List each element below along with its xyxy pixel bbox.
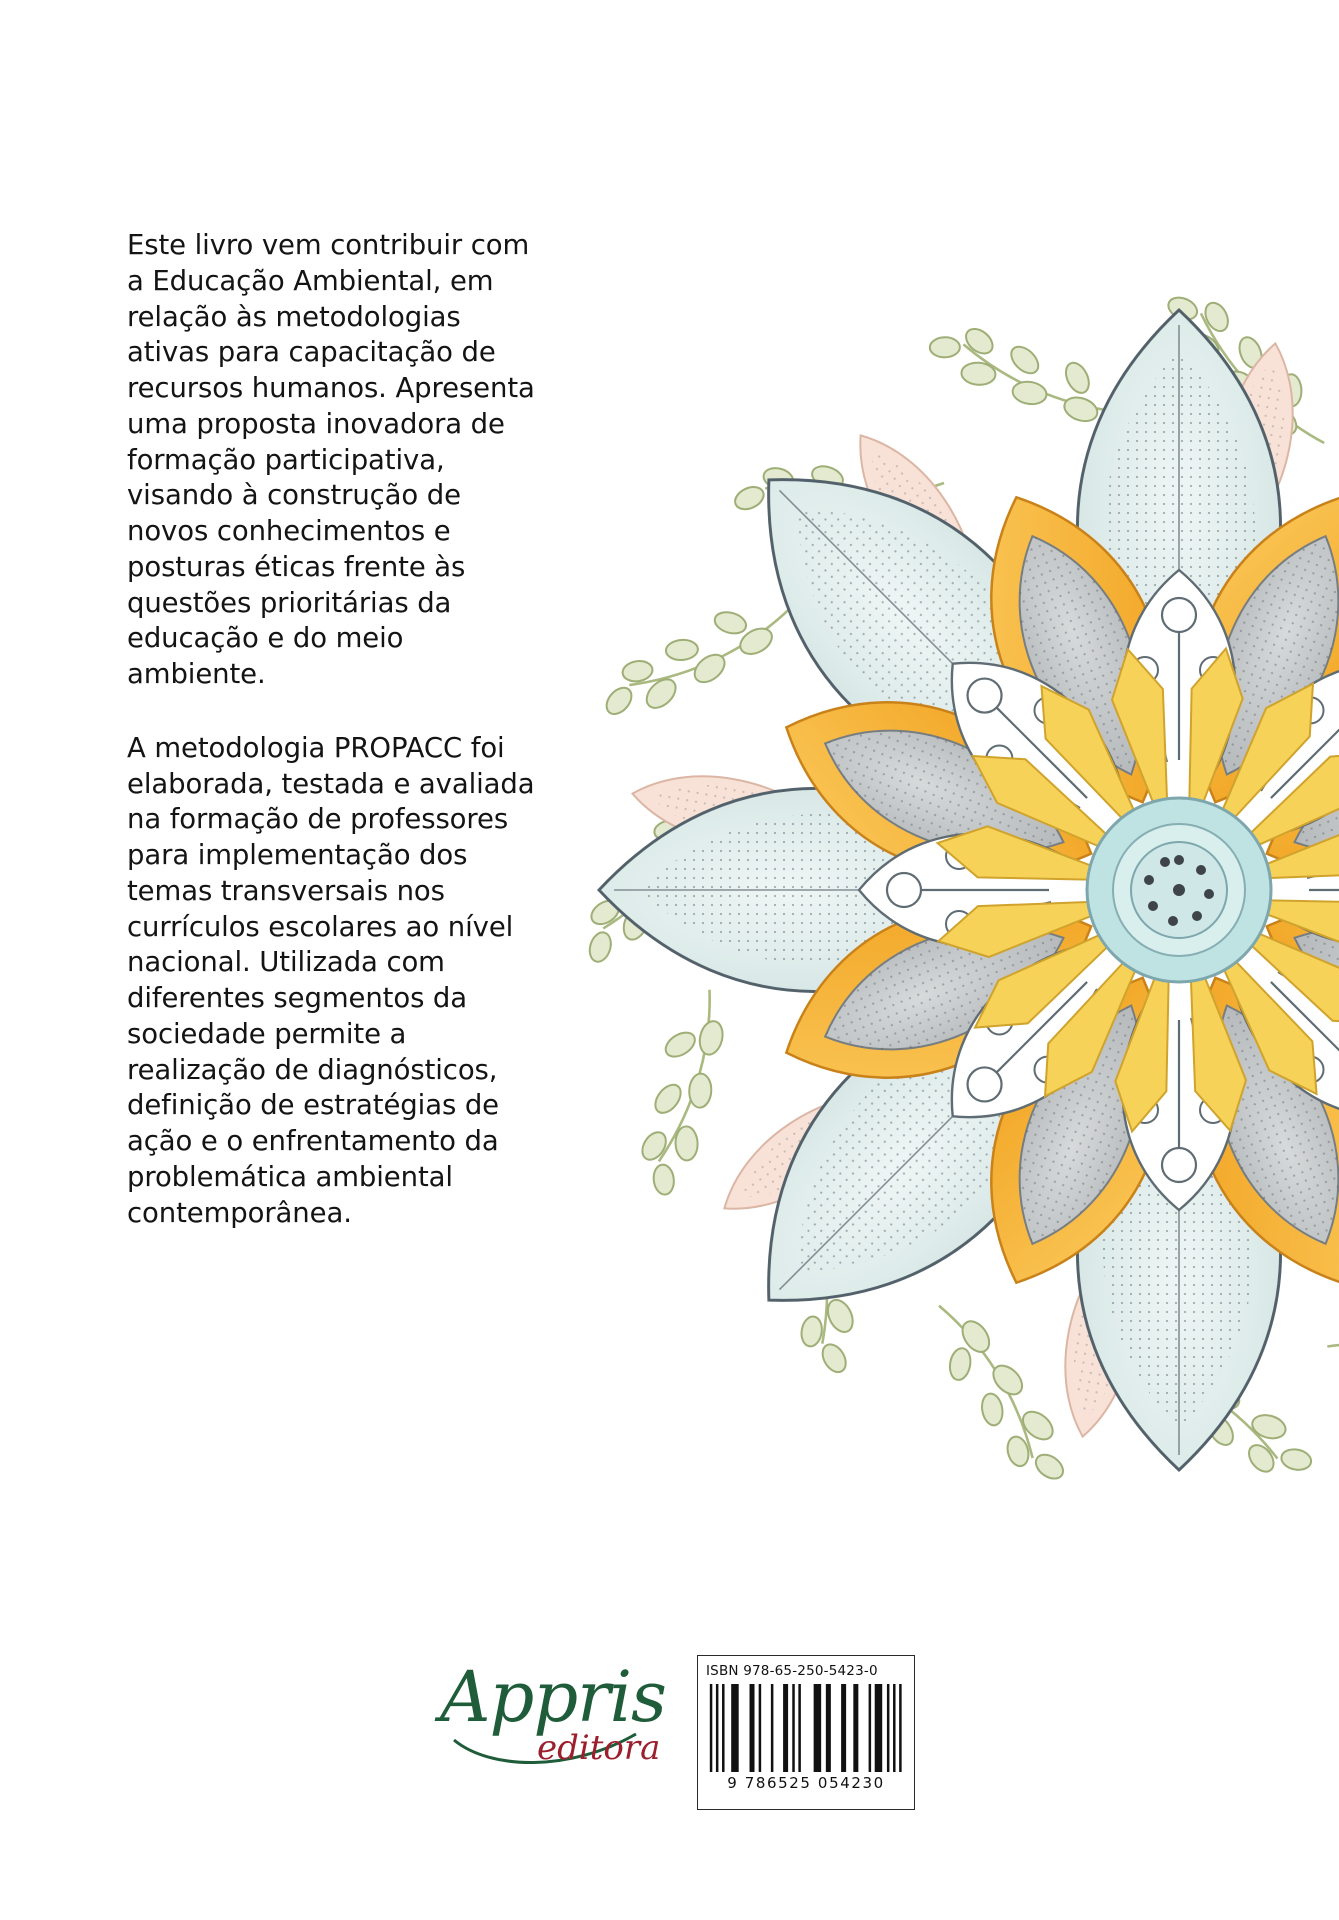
- blurb-paragraph-2: A metodologia PROPACC foi elaborada, testada e avaliada na formação de professores para implementação dos temas transversais nos currículos escolares ao nível nacional. Utilizada com diferentes segmentos da sociedade permite a realização de diagnósticos, definição de estratégias de ação e o enfrentamento da problemática ambiental contemporânea.: [127, 731, 535, 1229]
- isbn-label: ISBN 978-65-250-5423-0: [706, 1663, 878, 1679]
- blurb-paragraph-1: Este livro vem contribuir com a Educação Ambiental, em relação às metodologias ativas para capacitação de recursos humanos. Apresenta uma proposta inovadora de formação participativa, visando à construção de novos conhecimentos e posturas éticas frente às questões prioritárias da educação e do meio ambiente.: [127, 229, 535, 690]
- publisher-name: Appris: [440, 1656, 666, 1738]
- floral-mandala-illustration: [439, 0, 1339, 1780]
- isbn-barcode-block: [697, 1655, 915, 1810]
- publisher-subname: editora: [537, 1728, 661, 1768]
- ean-digits: 9 786525 054230: [727, 1774, 885, 1792]
- cover-artwork: [439, 0, 1339, 1780]
- ean13-barcode: [706, 1684, 906, 1772]
- back-cover-blurb: [127, 228, 547, 1231]
- publisher-logo: [440, 1656, 666, 1792]
